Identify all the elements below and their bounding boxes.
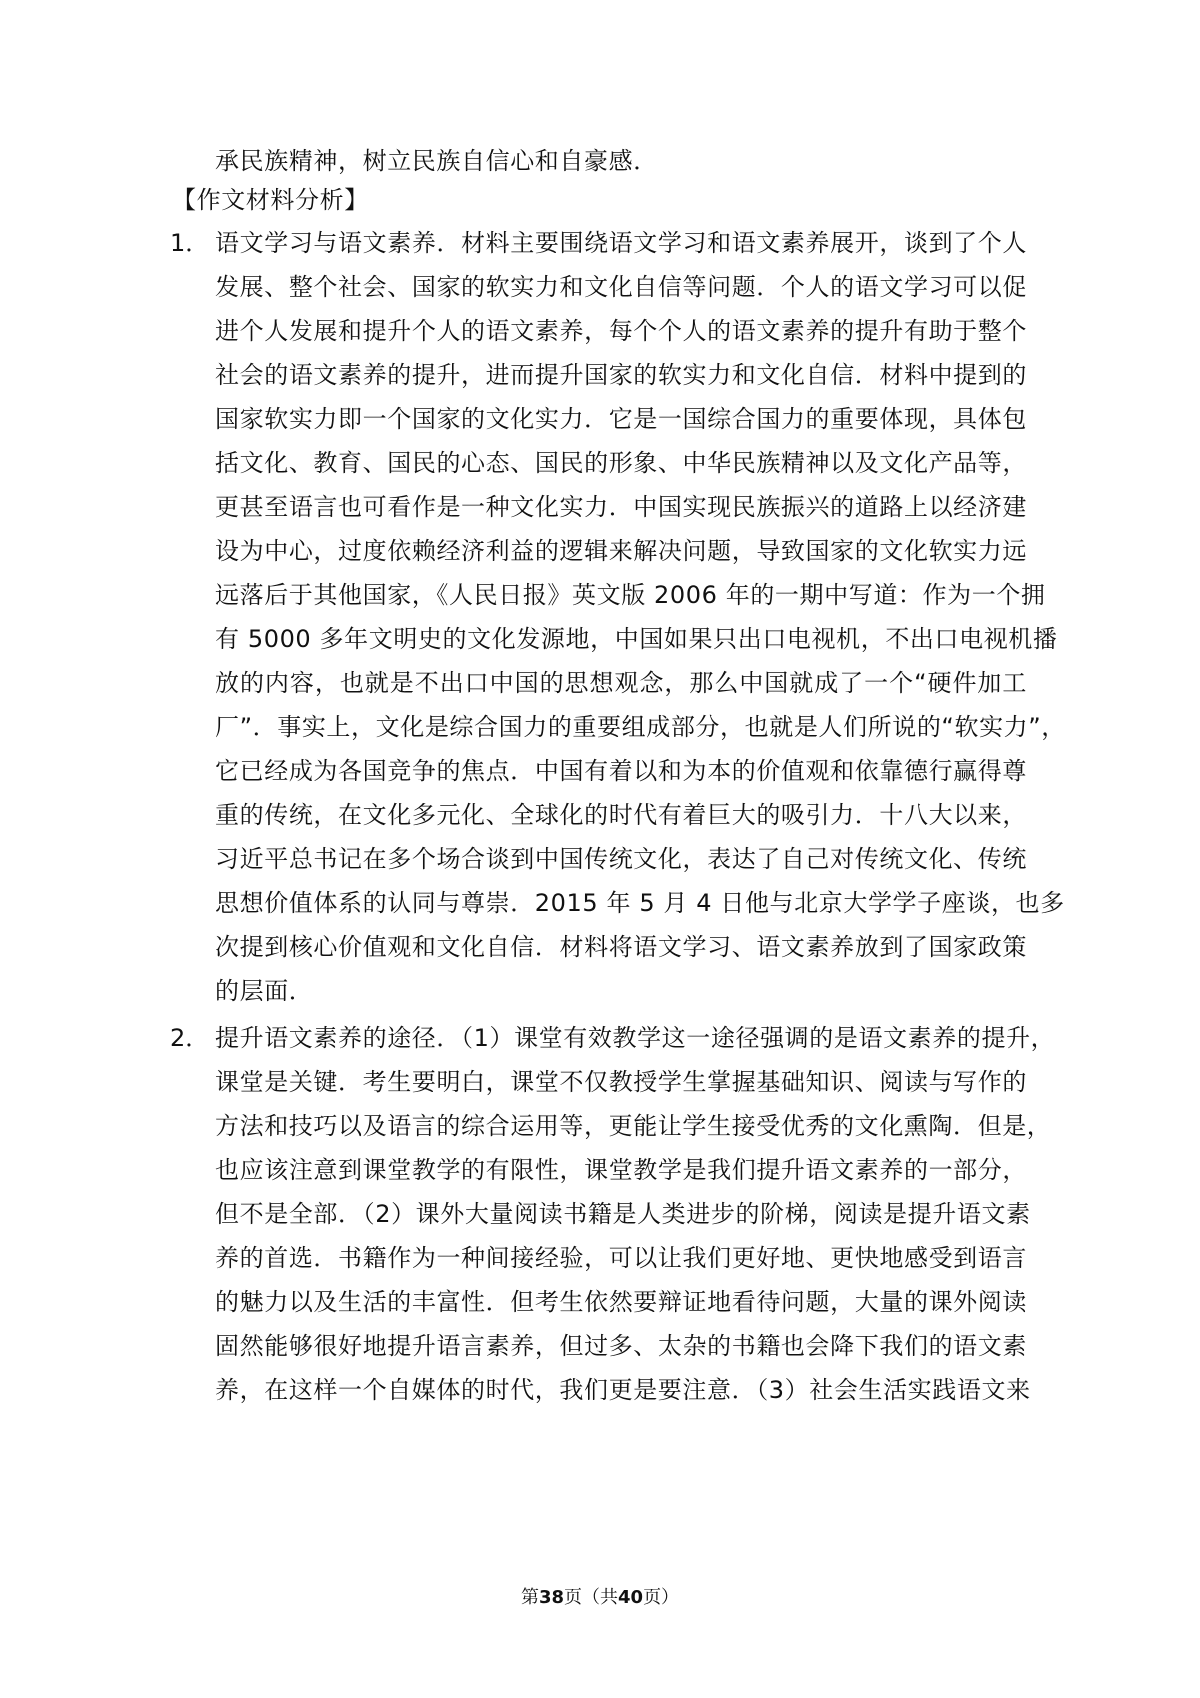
item-1-line: 次提到核心价值观和文化自信．材料将语文学习、语文素养放到了国家政策: [215, 933, 1027, 961]
item-2-line: 课堂是关键．考生要明白，课堂不仅教授学生掌握基础知识、阅读与写作的: [215, 1068, 1027, 1096]
item-2-line: 养，在这样一个自媒体的时代，我们更是要注意．（3）社会生活实践语文来: [215, 1376, 1031, 1404]
item-1-line: 放的内容，也就是不出口中国的思想观念，那么中国就成了一个“硬件加工: [215, 669, 1027, 697]
footer-middle: 页（共: [564, 1587, 618, 1608]
item-1-line: 国家软实力即一个国家的文化实力．它是一国综合国力的重要体现，具体包: [215, 405, 1027, 433]
page-footer: [0, 1586, 1200, 1610]
footer-total-pages: 40: [618, 1587, 644, 1608]
item-1-line: 远落后于其他国家，《人民日报》英文版 2006 年的一期中写道：作为一个拥: [215, 581, 1046, 609]
item-1-line: 重的传统，在文化多元化、全球化的时代有着巨大的吸引力．十八大以来，: [215, 801, 1027, 829]
item-2-line: 提升语文素养的途径．（1）课堂有效教学这一途径强调的是语文素养的提升，: [215, 1024, 1056, 1052]
item-1-line: 括文化、教育、国民的心态、国民的形象、中华民族精神以及文化产品等，: [215, 449, 1027, 477]
item-1-number: 1．: [170, 229, 210, 257]
item-1-line: 设为中心，过度依赖经济利益的逻辑来解决问题，导致国家的文化软实力远: [215, 537, 1027, 565]
item-1-line: 它已经成为各国竞争的焦点．中国有着以和为本的价值观和依靠德行赢得尊: [215, 757, 1027, 785]
item-1-line: 更甚至语言也可看作是一种文化实力．中国实现民族振兴的道路上以经济建: [215, 493, 1027, 521]
item-1-line: 的层面．: [215, 977, 314, 1005]
item-1-line: 进个人发展和提升个人的语文素养，每个个人的语文素养的提升有助于整个: [215, 317, 1027, 345]
item-2-line: 养的首选．书籍作为一种间接经验，可以让我们更好地、更快地感受到语言: [215, 1244, 1027, 1272]
footer-page-number: 38: [538, 1587, 564, 1608]
item-1-line: 社会的语文素养的提升，进而提升国家的软实力和文化自信．材料中提到的: [215, 361, 1027, 389]
continuation-line: 承民族精神，树立民族自信心和自豪感．: [215, 147, 658, 175]
item-1-line: 发展、整个社会、国家的软实力和文化自信等问题．个人的语文学习可以促: [215, 273, 1027, 301]
footer-suffix: 页）: [643, 1587, 680, 1608]
item-1-line: 习近平总书记在多个场合谈到中国传统文化，表达了自己对传统文化、传统: [215, 845, 1027, 873]
item-1-line: 思想价值体系的认同与尊崇．2015 年 5 月 4 日他与北京大学学子座谈，也多: [215, 889, 1065, 917]
item-1-line: 语文学习与语文素养．材料主要围绕语文学习和语文素养展开，谈到了个人: [215, 229, 1027, 257]
item-1-line: 有 5000 多年文明史的文化发源地，中国如果只出口电视机，不出口电视机播: [215, 625, 1058, 653]
item-2-line: 也应该注意到课堂教学的有限性，课堂教学是我们提升语文素养的一部分，: [215, 1156, 1027, 1184]
item-2-line: 的魅力以及生活的丰富性．但考生依然要辩证地看待问题，大量的课外阅读: [215, 1288, 1027, 1316]
item-2-line: 但不是全部．（2）课外大量阅读书籍是人类进步的阶梯，阅读是提升语文素: [215, 1200, 1031, 1228]
section-title: 【作文材料分析】: [172, 186, 369, 214]
footer-prefix: 第: [520, 1587, 539, 1608]
item-2-line: 方法和技巧以及语言的综合运用等，更能让学生接受优秀的文化熏陶．但是，: [215, 1112, 1052, 1140]
item-1-line: 厂”．事实上，文化是综合国力的重要组成部分，也就是人们所说的“软实力”，: [215, 713, 1066, 741]
item-2-number: 2．: [170, 1024, 210, 1052]
item-2-line: 固然能够很好地提升语言素养，但过多、太杂的书籍也会降下我们的语文素: [215, 1332, 1027, 1360]
